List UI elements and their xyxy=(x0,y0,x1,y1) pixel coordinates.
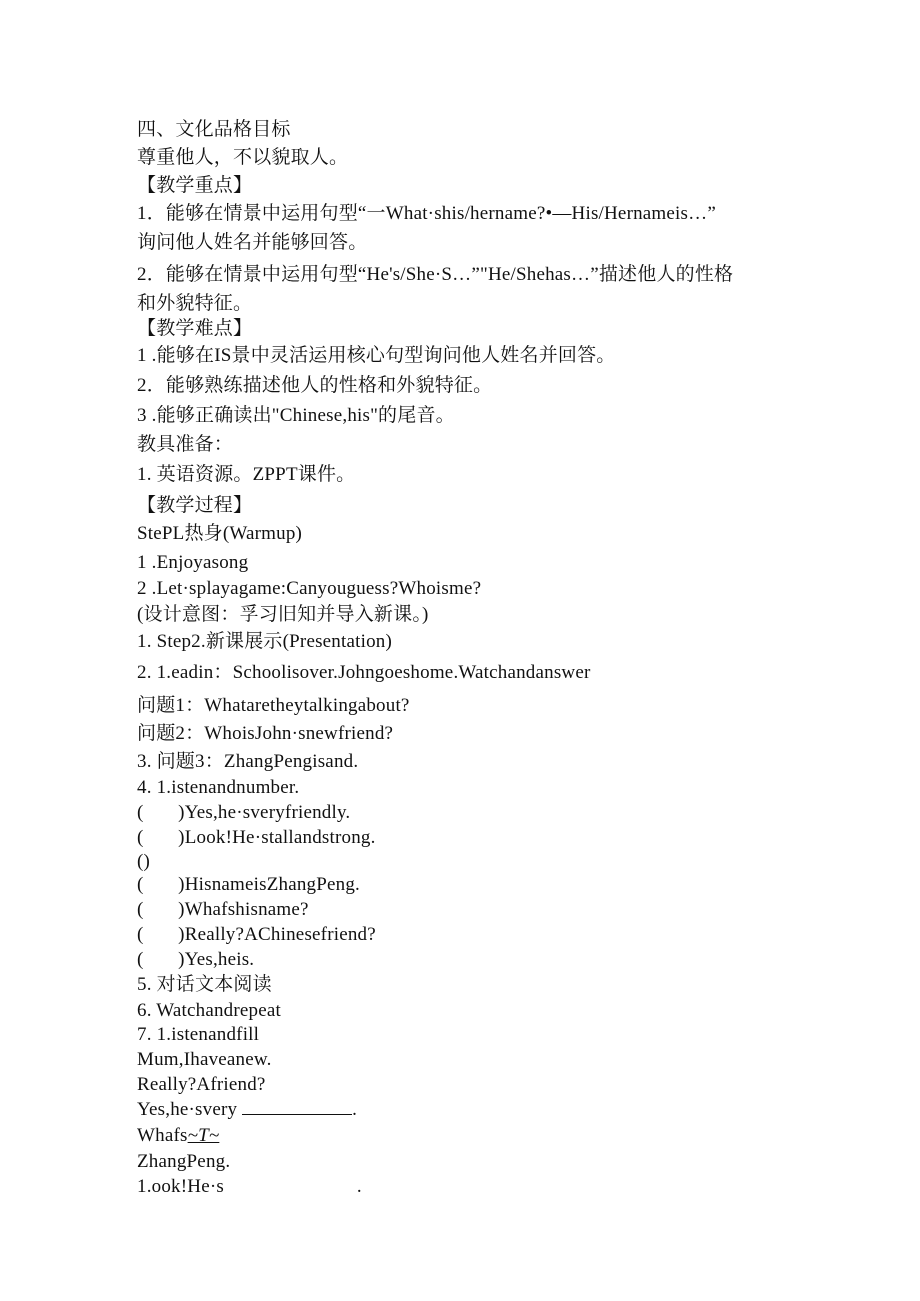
text-line: 尊重他人，不以貌取人。 xyxy=(137,147,349,168)
text-line: 2．能够在情景中运用句型“He's/She·S…”"He/Shehas…”描述他人的性格 xyxy=(137,264,734,285)
text-line: 1．能够在情景中运用句型“一What·shis/hername?•—His/Hernameis…” xyxy=(137,203,716,224)
text-line: 3 .能够正确读出"Chinese,his"的尾音。 xyxy=(137,405,455,426)
text-line: 问题1：Whataretheytalkingabout? xyxy=(137,695,410,716)
section-heading-culture: 四、文化品格目标 xyxy=(137,119,291,140)
text-line: () xyxy=(137,851,151,872)
text-line: ZhangPeng. xyxy=(137,1151,231,1172)
fill-suffix: . xyxy=(352,1099,358,1120)
text-line: 4. 1.istenandnumber. xyxy=(137,777,300,798)
text-line: 1 .能够在IS景中灵活运用核心句型询问他人姓名并回答。 xyxy=(137,345,616,366)
fill-line xyxy=(137,1175,362,1199)
text-line: 2．能够熟练描述他人的性格和外貌特征。 xyxy=(137,375,493,396)
answer-blank[interactable] xyxy=(242,1098,352,1115)
text-line: 和外貌特征。 xyxy=(137,293,253,314)
text-line: ( )Whafshisname? xyxy=(137,899,309,920)
fill-prefix: Yes,he·svery xyxy=(137,1099,243,1120)
text-line: 6. Watchandrepeat xyxy=(137,1000,281,1021)
text-line: StePL热身(Warmup) xyxy=(137,523,303,544)
section-heading-key-points: 【教学重点】 xyxy=(137,175,253,196)
text-line: 5. 对话文本阅读 xyxy=(137,974,272,995)
text-line: Really?Afriend? xyxy=(137,1074,266,1095)
text-line: 问题2：WhoisJohn·snewfriend? xyxy=(137,723,394,744)
fill-suffix: . xyxy=(356,1176,362,1197)
text-line: ( )Really?AChinesefriend? xyxy=(137,924,376,945)
fill-prefix: 1.ook!He·s xyxy=(137,1176,229,1197)
text-line: 2 .Let·splayagame:Canyouguess?Whoisme? xyxy=(137,578,482,599)
text-line: ( )Yes,he·sveryfriendly. xyxy=(137,802,351,823)
text-line: (设计意图：孚习旧知并导入新课。) xyxy=(137,604,429,625)
text-line: 1 .Enjoyasong xyxy=(137,552,249,573)
text-line: 2. 1.eadin：Schoolisover.Johngoeshome.Watchandanswer xyxy=(137,662,591,683)
section-heading-process: 【教学过程】 xyxy=(137,495,253,516)
text-line: ( )Look!He·stallandstrong. xyxy=(137,827,376,848)
section-heading-difficulties: 【教学难点】 xyxy=(137,318,253,339)
fill-prefix: Whafs xyxy=(137,1125,188,1146)
text-line: ( )Yes,heis. xyxy=(137,949,255,970)
text-line: Mum,Ihaveanew. xyxy=(137,1049,272,1070)
text-line: 1. Step2.新课展示(Presentation) xyxy=(137,631,393,652)
text-line: 询问他人姓名并能够回答。 xyxy=(137,232,368,253)
section-heading-tools: 教具准备： xyxy=(137,434,234,455)
text-line: 1. 英语资源。ZPPT课件。 xyxy=(137,464,356,485)
text-line: ( )HisnameisZhangPeng. xyxy=(137,874,361,895)
fill-line xyxy=(137,1098,357,1122)
underlined-mark: ~T~ xyxy=(187,1125,220,1146)
text-line: 7. 1.istenandfill xyxy=(137,1024,260,1045)
text-line: 3. 问题3：ZhangPengisand. xyxy=(137,751,359,772)
fill-line xyxy=(137,1124,219,1148)
